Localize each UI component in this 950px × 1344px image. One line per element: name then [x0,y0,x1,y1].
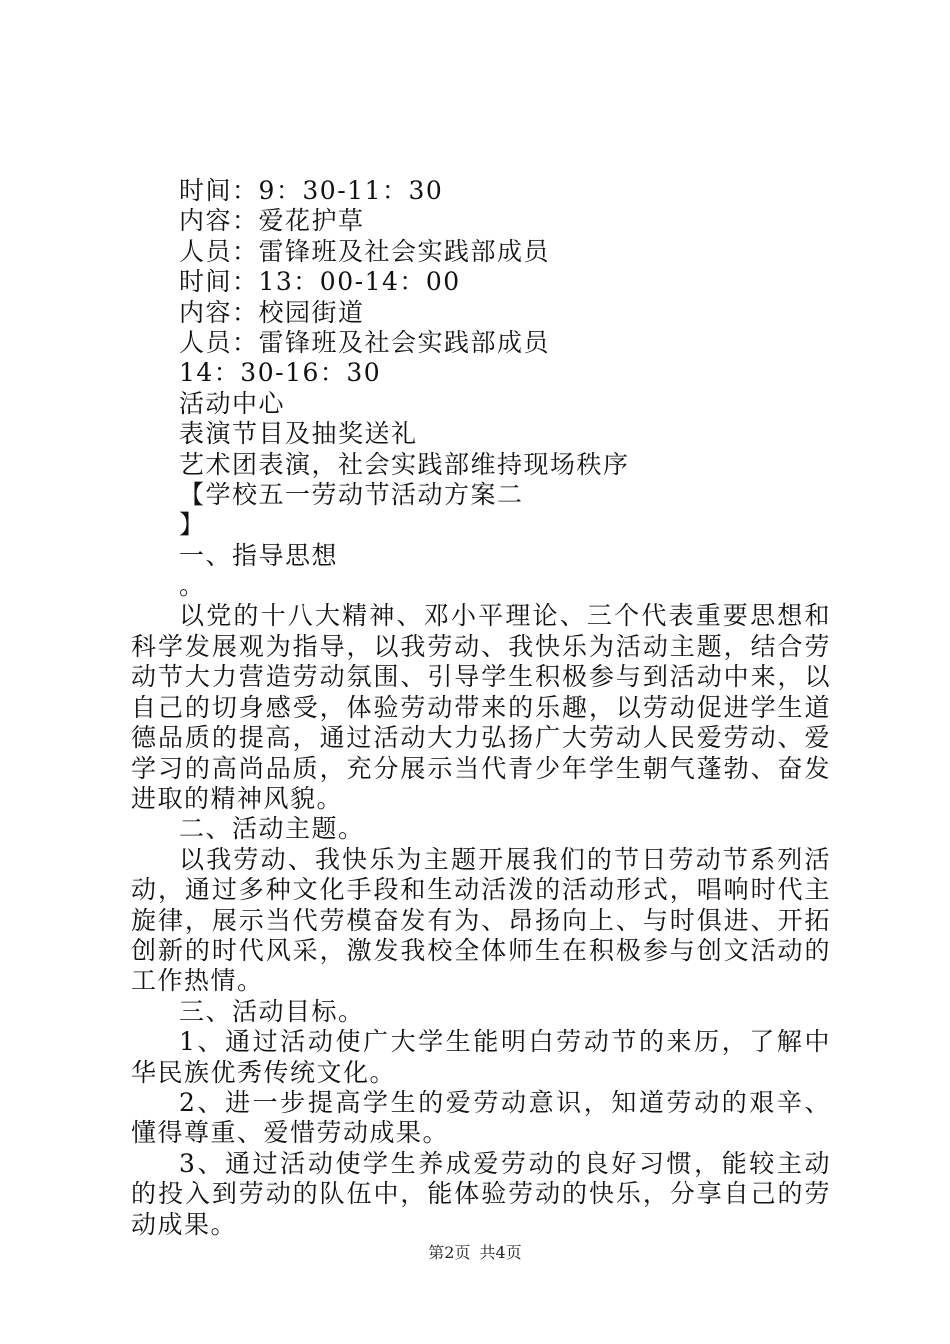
goal-item-2: 2、进一步提高学生的爱劳动意识，知道劳动的艰辛、懂得尊重、爱惜劳动成果。 [131,1087,831,1148]
schedule-line: 时间：9：30-11：30 [179,176,444,205]
schedule-line: 活动中心 [179,388,286,418]
schedule-line: 内容：爱花护草 [179,206,365,236]
page-number: 第2页 [428,1243,471,1262]
stray-punctuation: 。 [179,571,206,601]
goal-item-1: 1、通过活动使广大学生能明白劳动节的来历，了解中华民族优秀传统文化。 [131,1027,831,1087]
section-heading-close: 】 [179,510,206,540]
heading-activity-theme: 二、活动主题。 [179,814,365,844]
schedule-line: 艺术团表演，社会实践部维持现场秩序 [179,449,630,479]
subsection-heading: 一、指导思想 [179,540,339,570]
schedule-line: 时间：13：00-14：00 [179,267,461,297]
schedule-line: 表演节目及抽奖送礼 [179,419,418,449]
paragraph-activity-theme: 以我劳动、我快乐为主题开展我们的节日劳动节系列活动，通过多种文化手段和生动活泼的活动形式，唱响时代主旋律，展示当代劳模奋发有为、昂扬向上、与时俱进、开拓创新的时代风采，激发我校全体师生在积极参与创文活动的工作热情。 [131,844,831,996]
schedule-line: 人员：雷锋班及社会实践部成员 [179,236,551,266]
goal-item-3: 3、通过活动使学生养成爱劳动的良好习惯，能较主动的投入到劳动的队伍中，能体验劳动的快乐，分享自己的劳动成果。 [131,1148,831,1239]
document-body [131,176,831,1240]
paragraph-guiding-thought: 以党的十八大精神、邓小平理论、三个代表重要思想和科学发展观为指导，以我劳动、我快乐为活动主题，结合劳动节大力营造劳动氛围、引导学生积极参与到活动中来，以自己的切身感受，体验劳动带来的乐趣，以劳动促进学生道德品质的提高，通过活动大力弘扬广大劳动人民爱劳动、爱学习的高尚品质，充分展示当代青少年学生朝气蓬勃、奋发进取的精神风貌。 [131,601,831,813]
heading-activity-goals: 三、活动目标。 [179,996,365,1026]
section-heading: 【学校五一劳动节活动方案二 [179,479,524,509]
page-footer [0,1240,950,1263]
schedule-line: 内容：校园街道 [179,297,365,327]
schedule-line: 人员：雷锋班及社会实践部成员 [179,327,551,357]
schedule-line: 14：30-16：30 [179,358,382,388]
page-total: 共4页 [479,1243,522,1262]
